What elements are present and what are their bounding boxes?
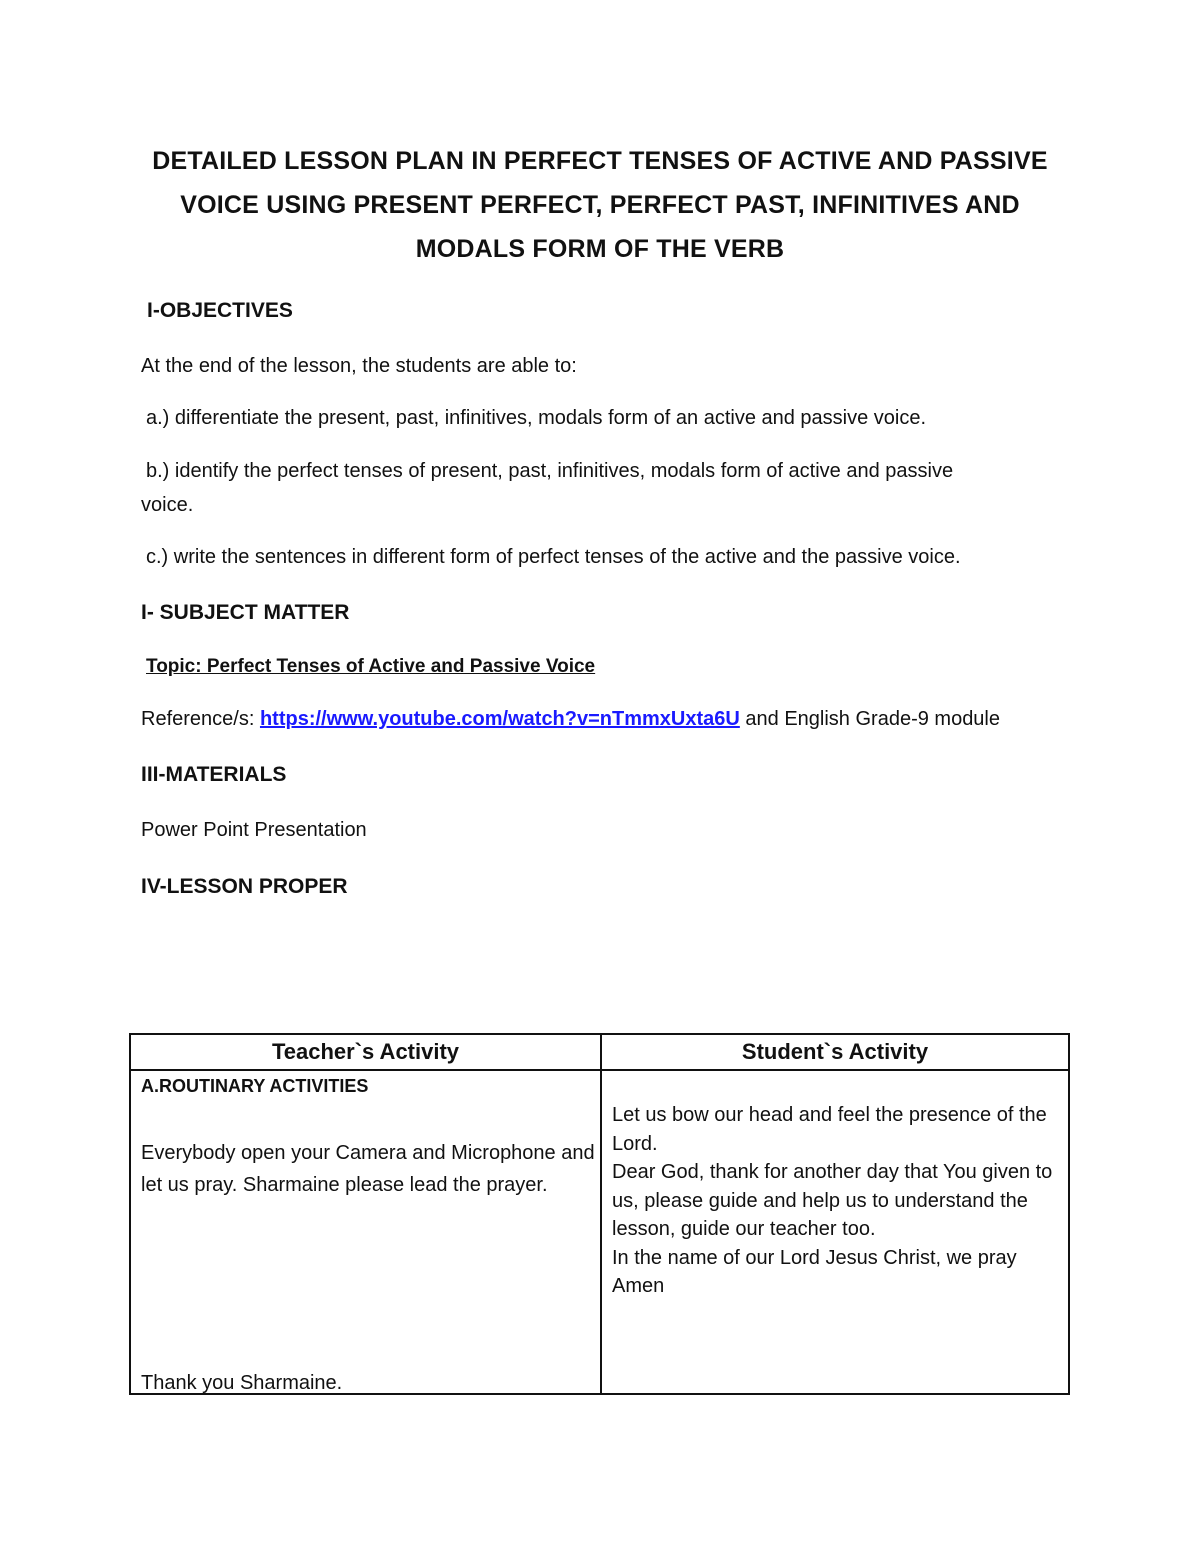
reference-line <box>141 708 1000 731</box>
objective-item-b-continued: voice. <box>141 494 194 516</box>
subject-matter-heading: I- SUBJECT MATTER <box>141 601 350 624</box>
lesson-proper-heading: IV-LESSON PROPER <box>141 875 348 898</box>
student-prayer-text <box>612 1101 1058 1301</box>
topic-text: Topic: Perfect Tenses of Active and Passive Voice <box>146 656 596 677</box>
table-header-divider <box>131 1069 1068 1071</box>
student-activity-header: Student`s Activity <box>741 1039 929 1064</box>
objective-item-b: b.) identify the perfect tenses of present, past, infinitives, modals form of active and passive <box>146 460 954 482</box>
teacher-prayer-instruction: Everybody open your Camera and Microphone and let us pray. Sharmaine please lead the prayer. <box>141 1142 595 1196</box>
materials-item: Power Point Presentation <box>141 819 367 841</box>
materials-heading: III-MATERIALS <box>141 763 287 786</box>
student-prayer-line-4: Amen <box>612 1275 665 1297</box>
document-title-line-2: VOICE USING PRESENT PERFECT, PERFECT PAST, INFINITIVES AND <box>180 191 1020 219</box>
objectives-intro: At the end of the lesson, the students are able to: <box>141 355 577 377</box>
table-column-divider <box>600 1035 602 1393</box>
teacher-thanks: Thank you Sharmaine. <box>141 1372 343 1394</box>
activity-table <box>129 1033 1070 1395</box>
routinary-activities-title: A.ROUTINARY ACTIVITIES <box>141 1076 369 1096</box>
student-prayer-line-3: In the name of our Lord Jesus Christ, we pray <box>612 1246 1017 1269</box>
reference-label: Reference/s: <box>141 708 260 730</box>
student-prayer-line-1: Let us bow our head and feel the presence of the Lord. <box>612 1104 1047 1155</box>
objective-item-c: c.) write the sentences in different form of perfect tenses of the active and the passive voice. <box>146 546 961 568</box>
teacher-activity-header: Teacher`s Activity <box>271 1039 460 1064</box>
objectives-heading: I-OBJECTIVES <box>147 299 293 322</box>
reference-link[interactable]: https://www.youtube.com/watch?v=nTmmxUxta6U <box>259 708 740 730</box>
objective-item-a: a.) differentiate the present, past, infinitives, modals form of an active and passive voice. <box>146 407 927 429</box>
document-title-line-3: MODALS FORM OF THE VERB <box>415 235 785 263</box>
document-title-line-1: DETAILED LESSON PLAN IN PERFECT TENSES OF ACTIVE AND PASSIVE <box>152 147 1048 175</box>
reference-tail: and English Grade-9 module <box>739 708 1000 730</box>
student-prayer-line-2: Dear God, thank for another day that You given to us, please guide and help us to understand the lesson, guide our teacher too. <box>612 1161 1053 1240</box>
